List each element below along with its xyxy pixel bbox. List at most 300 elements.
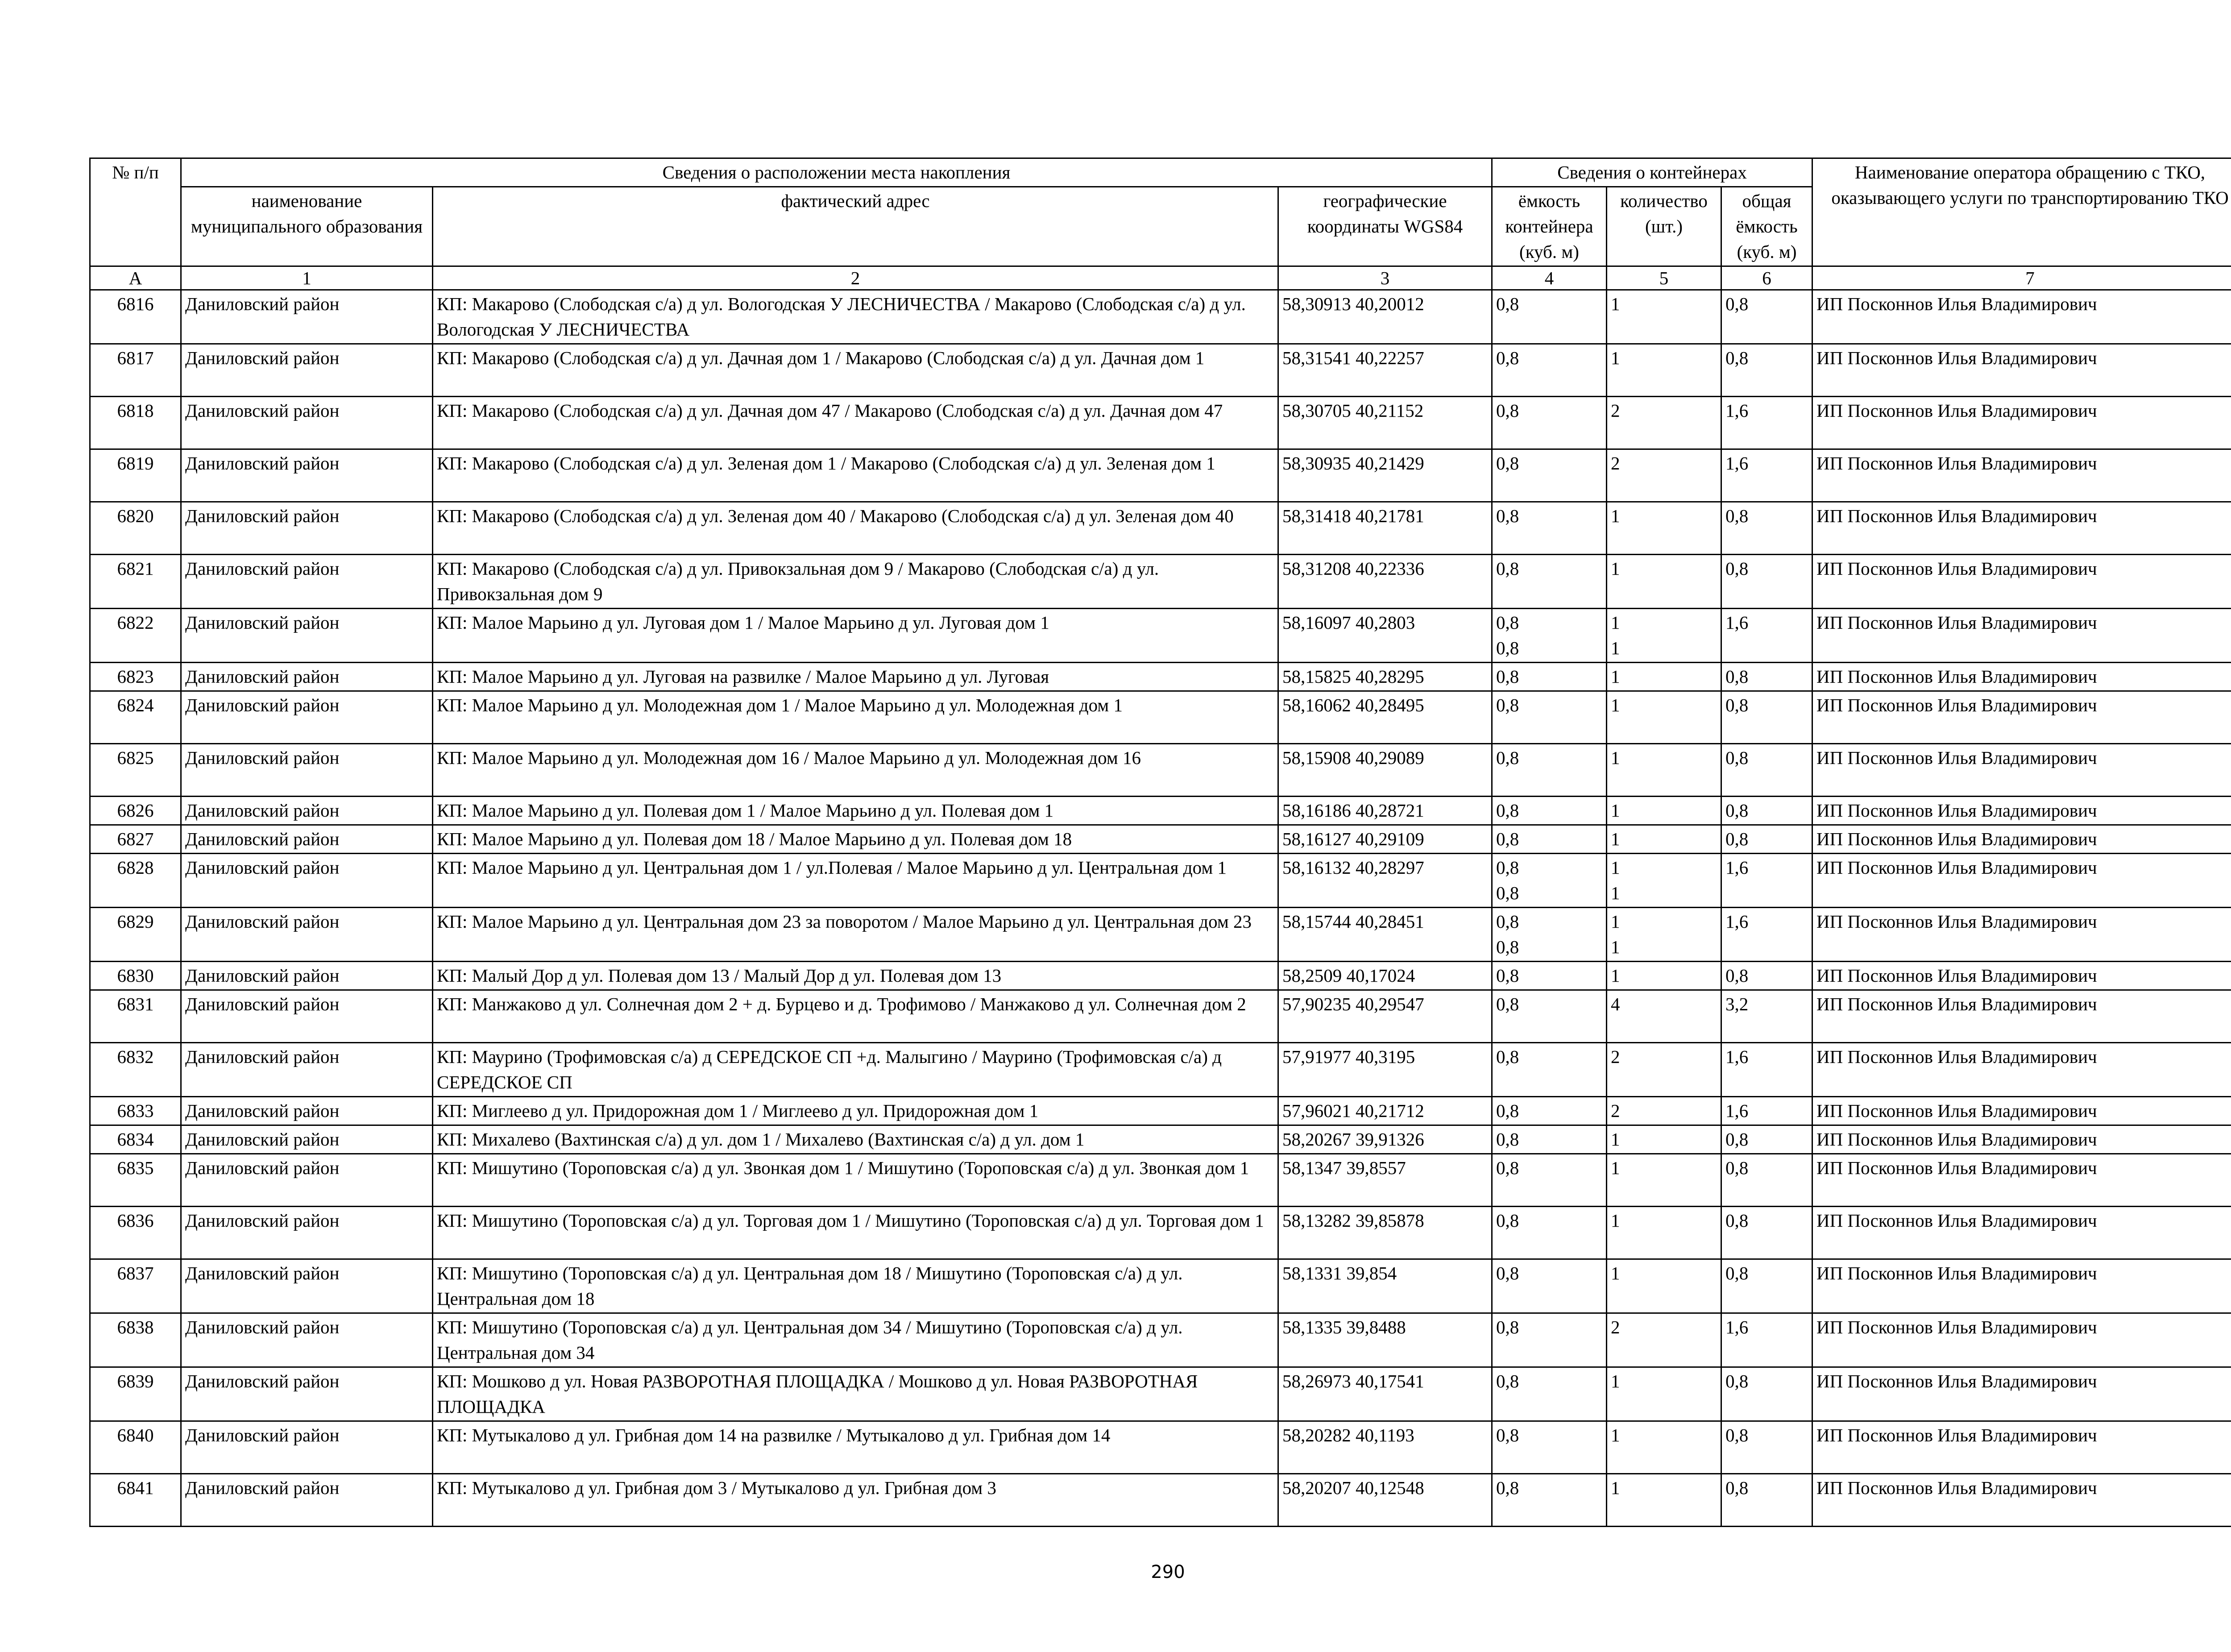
cell-total-capacity: 0,8 — [1721, 555, 1812, 609]
cell-no: 6832 — [90, 1043, 181, 1097]
capacity-value: 0,8 — [1496, 829, 1519, 849]
cell-address: КП: Мошково д ул. Новая РАЗВОРОТНАЯ ПЛОЩАДКА / Мошково д ул. Новая РАЗВОРОТНАЯ ПЛОЩАДКА — [433, 1367, 1278, 1421]
cell-operator: ИП Посконнов Илья Владимирович — [1812, 1125, 2231, 1154]
cell-address: КП: Малое Марьино д ул. Центральная дом 23 за поворотом / Малое Марьино д ул. Центральная дом 23 — [433, 908, 1278, 962]
quantity-value: 1 — [1611, 1129, 1620, 1150]
cell-total-capacity: 0,8 — [1721, 502, 1812, 555]
cell-coordinates: 58,16186 40,28721 — [1278, 797, 1492, 825]
cell-municipality: Даниловский район — [181, 397, 433, 449]
cell-municipality: Даниловский район — [181, 691, 433, 744]
cell-capacity — [1492, 1474, 1607, 1527]
cell-total-capacity: 0,8 — [1721, 1421, 1812, 1474]
cell-operator: ИП Посконнов Илья Владимирович — [1812, 397, 2231, 449]
capacity-value: 0,8 — [1496, 965, 1519, 986]
cell-operator: ИП Посконнов Илья Владимирович — [1812, 908, 2231, 962]
cell-total-capacity: 0,8 — [1721, 1259, 1812, 1313]
column-index: 6 — [1721, 266, 1812, 290]
capacity-value: 0,8 — [1496, 666, 1519, 687]
cell-quantity — [1607, 1043, 1721, 1097]
cell-address: КП: Малое Марьино д ул. Молодежная дом 16 / Малое Марьино д ул. Молодежная дом 16 — [433, 744, 1278, 797]
cell-no: 6836 — [90, 1207, 181, 1259]
cell-municipality: Даниловский район — [181, 1154, 433, 1207]
cell-total-capacity: 1,6 — [1721, 449, 1812, 502]
cell-quantity — [1607, 1474, 1721, 1527]
column-index: 2 — [433, 266, 1278, 290]
cell-capacity — [1492, 502, 1607, 555]
cell-coordinates: 58,31541 40,22257 — [1278, 344, 1492, 397]
capacity-value: 0,8 — [1496, 1210, 1519, 1231]
cell-total-capacity: 1,6 — [1721, 1313, 1812, 1367]
cell-coordinates: 58,15908 40,29089 — [1278, 744, 1492, 797]
quantity-value: 1 — [1611, 911, 1620, 932]
quantity-value: 1 — [1611, 695, 1620, 715]
column-index: 3 — [1278, 266, 1492, 290]
table-row — [90, 609, 2231, 663]
cell-capacity — [1492, 962, 1607, 990]
cell-coordinates: 58,16127 40,29109 — [1278, 825, 1492, 854]
cell-quantity — [1607, 990, 1721, 1043]
cell-capacity — [1492, 344, 1607, 397]
cell-no: 6817 — [90, 344, 181, 397]
quantity-value: 1 — [1611, 1425, 1620, 1445]
table-row — [90, 290, 2231, 344]
table-row — [90, 1125, 2231, 1154]
cell-operator: ИП Посконнов Илья Владимирович — [1812, 290, 2231, 344]
capacity-value: 0,8 — [1496, 1371, 1519, 1391]
table-row — [90, 1313, 2231, 1367]
cell-coordinates: 58,20267 39,91326 — [1278, 1125, 1492, 1154]
cell-municipality: Даниловский район — [181, 825, 433, 854]
cell-quantity — [1607, 290, 1721, 344]
cell-no: 6839 — [90, 1367, 181, 1421]
cell-capacity — [1492, 1313, 1607, 1367]
cell-no: 6821 — [90, 555, 181, 609]
cell-capacity — [1492, 1125, 1607, 1154]
table-body — [90, 290, 2231, 1527]
capacity-value: 0,8 — [1496, 1263, 1519, 1283]
capacity-value: 0,8 — [1496, 911, 1519, 932]
cell-total-capacity: 0,8 — [1721, 1474, 1812, 1527]
cell-quantity — [1607, 344, 1721, 397]
quantity-value: 2 — [1611, 400, 1620, 421]
col-header-municipality: наименование муниципального образования — [181, 187, 433, 266]
cell-municipality: Даниловский район — [181, 1474, 433, 1527]
cell-municipality: Даниловский район — [181, 1313, 433, 1367]
cell-coordinates: 57,91977 40,3195 — [1278, 1043, 1492, 1097]
cell-operator: ИП Посконнов Илья Владимирович — [1812, 1313, 2231, 1367]
quantity-value: 1 — [1611, 348, 1620, 368]
cell-address: КП: Михалево (Вахтинская с/а) д ул. дом 1 / Михалево (Вахтинская с/а) д ул. дом 1 — [433, 1125, 1278, 1154]
col-header-quantity: количество (шт.) — [1607, 187, 1721, 266]
cell-total-capacity: 0,8 — [1721, 797, 1812, 825]
cell-capacity — [1492, 1259, 1607, 1313]
quantity-value: 1 — [1611, 558, 1620, 579]
cell-municipality: Даниловский район — [181, 1259, 433, 1313]
quantity-value: 1 — [1611, 1210, 1620, 1231]
table-row — [90, 1474, 2231, 1527]
cell-capacity — [1492, 449, 1607, 502]
table-header — [90, 158, 2231, 290]
cell-address: КП: Малый Дор д ул. Полевая дом 13 / Малый Дор д ул. Полевая дом 13 — [433, 962, 1278, 990]
capacity-value: 0,8 — [1496, 1425, 1519, 1445]
capacity-value: 0,8 — [1496, 1129, 1519, 1150]
cell-capacity — [1492, 825, 1607, 854]
cell-address: КП: Макарово (Слободская с/а) д ул. Дачная дом 1 / Макарово (Слободская с/а) д ул. Дачная дом 1 — [433, 344, 1278, 397]
table-row — [90, 990, 2231, 1043]
table-row — [90, 854, 2231, 908]
cell-total-capacity: 1,6 — [1721, 1043, 1812, 1097]
cell-municipality: Даниловский район — [181, 1097, 433, 1125]
cell-total-capacity: 0,8 — [1721, 744, 1812, 797]
cell-operator: ИП Посконнов Илья Владимирович — [1812, 1259, 2231, 1313]
cell-capacity — [1492, 1097, 1607, 1125]
cell-operator: ИП Посконнов Илья Владимирович — [1812, 1367, 2231, 1421]
cell-municipality: Даниловский район — [181, 449, 433, 502]
cell-capacity — [1492, 1207, 1607, 1259]
cell-municipality: Даниловский район — [181, 990, 433, 1043]
capacity-value: 0,8 — [1496, 1100, 1519, 1121]
table-row — [90, 962, 2231, 990]
quantity-value: 1 — [1611, 666, 1620, 687]
registry-table — [89, 158, 2231, 1527]
cell-capacity — [1492, 744, 1607, 797]
cell-coordinates: 57,90235 40,29547 — [1278, 990, 1492, 1043]
col-header-capacity: ёмкость контейнера (куб. м) — [1492, 187, 1607, 266]
cell-capacity — [1492, 990, 1607, 1043]
cell-municipality: Даниловский район — [181, 797, 433, 825]
cell-quantity — [1607, 609, 1721, 663]
cell-capacity — [1492, 854, 1607, 908]
table-row — [90, 344, 2231, 397]
col-header-no: № п/п — [90, 158, 181, 266]
cell-no: 6829 — [90, 908, 181, 962]
col-header-operator: Наименование оператора обращению с ТКО, оказывающего услуги по транспортированию ТКО — [1812, 158, 2231, 266]
cell-operator: ИП Посконнов Илья Владимирович — [1812, 449, 2231, 502]
table-row — [90, 1207, 2231, 1259]
table-row — [90, 555, 2231, 609]
cell-address: КП: Мишутино (Тороповская с/а) д ул. Центральная дом 18 / Мишутино (Тороповская с/а) д ул. Центральная дом 18 — [433, 1259, 1278, 1313]
cell-municipality: Даниловский район — [181, 555, 433, 609]
cell-total-capacity: 0,8 — [1721, 691, 1812, 744]
cell-operator: ИП Посконнов Илья Владимирович — [1812, 744, 2231, 797]
capacity-value: 0,8 — [1496, 1158, 1519, 1178]
cell-address: КП: Макарово (Слободская с/а) д ул. Привокзальная дом 9 / Макарово (Слободская с/а) д ул. Привокзальная дом 9 — [433, 555, 1278, 609]
cell-operator: ИП Посконнов Илья Владимирович — [1812, 555, 2231, 609]
cell-municipality: Даниловский район — [181, 854, 433, 908]
capacity-value: 0,8 — [1496, 1478, 1519, 1498]
cell-no: 6826 — [90, 797, 181, 825]
column-index: 5 — [1607, 266, 1721, 290]
cell-coordinates: 58,16062 40,28495 — [1278, 691, 1492, 744]
cell-no: 6823 — [90, 663, 181, 691]
cell-address: КП: Малое Марьино д ул. Луговая на развилке / Малое Марьино д ул. Луговая — [433, 663, 1278, 691]
cell-operator: ИП Посконнов Илья Владимирович — [1812, 854, 2231, 908]
cell-municipality: Даниловский район — [181, 908, 433, 962]
table-row — [90, 397, 2231, 449]
table-row — [90, 502, 2231, 555]
cell-quantity — [1607, 854, 1721, 908]
quantity-value: 1 — [1611, 612, 1620, 633]
cell-operator: ИП Посконнов Илья Владимирович — [1812, 1207, 2231, 1259]
cell-total-capacity: 1,6 — [1721, 397, 1812, 449]
capacity-value: 0,8 — [1496, 612, 1519, 633]
cell-capacity — [1492, 1043, 1607, 1097]
capacity-value: 0,8 — [1496, 638, 1519, 658]
cell-address: КП: Маурино (Трофимовская с/а) д СЕРЕДСКОЕ СП +д. Малыгино / Маурино (Трофимовская с/а) д СЕРЕДСКОЕ СП — [433, 1043, 1278, 1097]
cell-total-capacity: 1,6 — [1721, 609, 1812, 663]
cell-municipality: Даниловский район — [181, 1043, 433, 1097]
cell-capacity — [1492, 397, 1607, 449]
cell-address: КП: Мутыкалово д ул. Грибная дом 3 / Мутыкалово д ул. Грибная дом 3 — [433, 1474, 1278, 1527]
quantity-value: 1 — [1611, 800, 1620, 821]
cell-total-capacity: 1,6 — [1721, 854, 1812, 908]
capacity-value: 0,8 — [1496, 994, 1519, 1014]
cell-no: 6828 — [90, 854, 181, 908]
column-index: А — [90, 266, 181, 290]
cell-address: КП: Макарово (Слободская с/а) д ул. Зеленая дом 1 / Макарово (Слободская с/а) д ул. Зеленая дом 1 — [433, 449, 1278, 502]
quantity-value: 1 — [1611, 638, 1620, 658]
col-header-total-capacity: общая ёмкость (куб. м) — [1721, 187, 1812, 266]
cell-address: КП: Миглеево д ул. Придорожная дом 1 / Миглеево д ул. Придорожная дом 1 — [433, 1097, 1278, 1125]
cell-total-capacity: 0,8 — [1721, 1207, 1812, 1259]
cell-operator: ИП Посконнов Илья Владимирович — [1812, 1474, 2231, 1527]
cell-coordinates: 58,1331 39,854 — [1278, 1259, 1492, 1313]
table-row — [90, 1154, 2231, 1207]
cell-no: 6840 — [90, 1421, 181, 1474]
quantity-value: 1 — [1611, 857, 1620, 878]
cell-capacity — [1492, 797, 1607, 825]
cell-address: КП: Мишутино (Тороповская с/а) д ул. Звонкая дом 1 / Мишутино (Тороповская с/а) д ул. Звонкая дом 1 — [433, 1154, 1278, 1207]
cell-address: КП: Малое Марьино д ул. Центральная дом 1 / ул.Полевая / Малое Марьино д ул. Центральная дом 1 — [433, 854, 1278, 908]
cell-no: 6841 — [90, 1474, 181, 1527]
cell-coordinates: 58,20282 40,1193 — [1278, 1421, 1492, 1474]
cell-address: КП: Макарово (Слободская с/а) д ул. Вологодская У ЛЕСНИЧЕСТВА / Макарово (Слободская с/а) д ул. Вологодская У ЛЕСНИЧЕСТВА — [433, 290, 1278, 344]
cell-quantity — [1607, 1421, 1721, 1474]
cell-municipality: Даниловский район — [181, 1207, 433, 1259]
cell-municipality: Даниловский район — [181, 344, 433, 397]
cell-coordinates: 58,30935 40,21429 — [1278, 449, 1492, 502]
cell-operator: ИП Посконнов Илья Владимирович — [1812, 609, 2231, 663]
cell-quantity — [1607, 502, 1721, 555]
cell-capacity — [1492, 1367, 1607, 1421]
capacity-value: 0,8 — [1496, 800, 1519, 821]
cell-quantity — [1607, 691, 1721, 744]
quantity-value: 2 — [1611, 453, 1620, 473]
cell-quantity — [1607, 449, 1721, 502]
capacity-value: 0,8 — [1496, 453, 1519, 473]
table-row — [90, 908, 2231, 962]
capacity-value: 0,8 — [1496, 294, 1519, 314]
cell-quantity — [1607, 663, 1721, 691]
cell-capacity — [1492, 555, 1607, 609]
cell-no: 6833 — [90, 1097, 181, 1125]
cell-address: КП: Мишутино (Тороповская с/а) д ул. Центральная дом 34 / Мишутино (Тороповская с/а) д ул. Центральная дом 34 — [433, 1313, 1278, 1367]
cell-coordinates: 58,31208 40,22336 — [1278, 555, 1492, 609]
cell-no: 6838 — [90, 1313, 181, 1367]
table-row — [90, 663, 2231, 691]
capacity-value: 0,8 — [1496, 937, 1519, 957]
capacity-value: 0,8 — [1496, 348, 1519, 368]
cell-total-capacity: 0,8 — [1721, 344, 1812, 397]
cell-operator: ИП Посконнов Илья Владимирович — [1812, 502, 2231, 555]
cell-no: 6827 — [90, 825, 181, 854]
table-row — [90, 1367, 2231, 1421]
capacity-value: 0,8 — [1496, 506, 1519, 526]
cell-no: 6824 — [90, 691, 181, 744]
cell-operator: ИП Посконнов Илья Владимирович — [1812, 990, 2231, 1043]
cell-quantity — [1607, 1125, 1721, 1154]
cell-address: КП: Манжаково д ул. Солнечная дом 2 + д. Бурцево и д. Трофимово / Манжаково д ул. Солнечная дом 2 — [433, 990, 1278, 1043]
cell-address: КП: Мишутино (Тороповская с/а) д ул. Торговая дом 1 / Мишутино (Тороповская с/а) д ул. Торговая дом 1 — [433, 1207, 1278, 1259]
cell-capacity — [1492, 1421, 1607, 1474]
quantity-value: 1 — [1611, 1371, 1620, 1391]
cell-total-capacity: 0,8 — [1721, 290, 1812, 344]
column-index: 7 — [1812, 266, 2231, 290]
cell-total-capacity: 0,8 — [1721, 1125, 1812, 1154]
quantity-value: 1 — [1611, 1478, 1620, 1498]
quantity-value: 1 — [1611, 1263, 1620, 1283]
cell-quantity — [1607, 962, 1721, 990]
capacity-value: 0,8 — [1496, 747, 1519, 768]
capacity-value: 0,8 — [1496, 695, 1519, 715]
quantity-value: 1 — [1611, 883, 1620, 903]
cell-coordinates: 58,30705 40,21152 — [1278, 397, 1492, 449]
quantity-value: 2 — [1611, 1100, 1620, 1121]
cell-operator: ИП Посконнов Илья Владимирович — [1812, 663, 2231, 691]
cell-no: 6834 — [90, 1125, 181, 1154]
cell-quantity — [1607, 1367, 1721, 1421]
cell-no: 6835 — [90, 1154, 181, 1207]
page-number: 290 — [1151, 1562, 1185, 1582]
cell-capacity — [1492, 290, 1607, 344]
quantity-value: 1 — [1611, 937, 1620, 957]
cell-address: КП: Малое Марьино д ул. Молодежная дом 1 / Малое Марьино д ул. Молодежная дом 1 — [433, 691, 1278, 744]
cell-coordinates: 57,96021 40,21712 — [1278, 1097, 1492, 1125]
cell-total-capacity: 0,8 — [1721, 825, 1812, 854]
cell-total-capacity: 3,2 — [1721, 990, 1812, 1043]
cell-operator: ИП Посконнов Илья Владимирович — [1812, 825, 2231, 854]
cell-capacity — [1492, 1154, 1607, 1207]
capacity-value: 0,8 — [1496, 857, 1519, 878]
table-row — [90, 797, 2231, 825]
cell-no: 6820 — [90, 502, 181, 555]
capacity-value: 0,8 — [1496, 883, 1519, 903]
quantity-value: 1 — [1611, 1158, 1620, 1178]
capacity-value: 0,8 — [1496, 558, 1519, 579]
cell-address: КП: Мутыкалово д ул. Грибная дом 14 на развилке / Мутыкалово д ул. Грибная дом 14 — [433, 1421, 1278, 1474]
cell-coordinates: 58,13282 39,85878 — [1278, 1207, 1492, 1259]
cell-coordinates: 58,31418 40,21781 — [1278, 502, 1492, 555]
col-group-containers: Сведения о контейнерах — [1492, 158, 1812, 187]
cell-address: КП: Малое Марьино д ул. Луговая дом 1 / Малое Марьино д ул. Луговая дом 1 — [433, 609, 1278, 663]
cell-capacity — [1492, 609, 1607, 663]
cell-no: 6825 — [90, 744, 181, 797]
cell-coordinates: 58,16097 40,2803 — [1278, 609, 1492, 663]
capacity-value: 0,8 — [1496, 400, 1519, 421]
cell-coordinates: 58,20207 40,12548 — [1278, 1474, 1492, 1527]
quantity-value: 4 — [1611, 994, 1620, 1014]
cell-capacity — [1492, 908, 1607, 962]
table-row — [90, 1259, 2231, 1313]
cell-municipality: Даниловский район — [181, 609, 433, 663]
cell-quantity — [1607, 1313, 1721, 1367]
cell-no: 6822 — [90, 609, 181, 663]
cell-operator: ИП Посконнов Илья Владимирович — [1812, 691, 2231, 744]
cell-quantity — [1607, 825, 1721, 854]
col-header-address: фактический адрес — [433, 187, 1278, 266]
cell-no: 6830 — [90, 962, 181, 990]
cell-quantity — [1607, 1154, 1721, 1207]
column-index: 1 — [181, 266, 433, 290]
cell-municipality: Даниловский район — [181, 663, 433, 691]
cell-no: 6819 — [90, 449, 181, 502]
quantity-value: 1 — [1611, 965, 1620, 986]
cell-capacity — [1492, 691, 1607, 744]
cell-address: КП: Макарово (Слободская с/а) д ул. Зеленая дом 40 / Макарово (Слободская с/а) д ул. Зеленая дом 40 — [433, 502, 1278, 555]
cell-operator: ИП Посконнов Илья Владимирович — [1812, 344, 2231, 397]
table-row — [90, 1043, 2231, 1097]
quantity-value: 1 — [1611, 294, 1620, 314]
cell-municipality: Даниловский район — [181, 744, 433, 797]
cell-quantity — [1607, 1259, 1721, 1313]
cell-total-capacity: 0,8 — [1721, 1154, 1812, 1207]
cell-municipality: Даниловский район — [181, 962, 433, 990]
cell-municipality: Даниловский район — [181, 502, 433, 555]
table-row — [90, 825, 2231, 854]
cell-no: 6818 — [90, 397, 181, 449]
table-row — [90, 1097, 2231, 1125]
cell-no: 6816 — [90, 290, 181, 344]
cell-coordinates: 58,1335 39,8488 — [1278, 1313, 1492, 1367]
cell-coordinates: 58,1347 39,8557 — [1278, 1154, 1492, 1207]
quantity-value: 1 — [1611, 829, 1620, 849]
cell-operator: ИП Посконнов Илья Владимирович — [1812, 1421, 2231, 1474]
column-index-row — [90, 266, 2231, 290]
capacity-value: 0,8 — [1496, 1046, 1519, 1067]
cell-quantity — [1607, 397, 1721, 449]
cell-municipality: Даниловский район — [181, 290, 433, 344]
cell-operator: ИП Посконнов Илья Владимирович — [1812, 1043, 2231, 1097]
cell-coordinates: 58,15744 40,28451 — [1278, 908, 1492, 962]
table-row — [90, 744, 2231, 797]
cell-municipality: Даниловский район — [181, 1421, 433, 1474]
cell-quantity — [1607, 555, 1721, 609]
cell-coordinates: 58,26973 40,17541 — [1278, 1367, 1492, 1421]
table-row — [90, 449, 2231, 502]
quantity-value: 2 — [1611, 1046, 1620, 1067]
cell-total-capacity: 1,6 — [1721, 908, 1812, 962]
cell-address: КП: Малое Марьино д ул. Полевая дом 18 / Малое Марьино д ул. Полевая дом 18 — [433, 825, 1278, 854]
cell-total-capacity: 0,8 — [1721, 1367, 1812, 1421]
cell-coordinates: 58,2509 40,17024 — [1278, 962, 1492, 990]
cell-no: 6831 — [90, 990, 181, 1043]
quantity-value: 1 — [1611, 747, 1620, 768]
cell-address: КП: Малое Марьино д ул. Полевая дом 1 / Малое Марьино д ул. Полевая дом 1 — [433, 797, 1278, 825]
cell-total-capacity: 0,8 — [1721, 663, 1812, 691]
cell-address: КП: Макарово (Слободская с/а) д ул. Дачная дом 47 / Макарово (Слободская с/а) д ул. Дачная дом 47 — [433, 397, 1278, 449]
table-row — [90, 1421, 2231, 1474]
cell-quantity — [1607, 744, 1721, 797]
quantity-value: 1 — [1611, 506, 1620, 526]
cell-quantity — [1607, 1207, 1721, 1259]
capacity-value: 0,8 — [1496, 1317, 1519, 1337]
cell-no: 6837 — [90, 1259, 181, 1313]
cell-coordinates: 58,30913 40,20012 — [1278, 290, 1492, 344]
cell-quantity — [1607, 908, 1721, 962]
cell-municipality: Даниловский район — [181, 1125, 433, 1154]
cell-operator: ИП Посконнов Илья Владимирович — [1812, 797, 2231, 825]
cell-municipality: Даниловский район — [181, 1367, 433, 1421]
